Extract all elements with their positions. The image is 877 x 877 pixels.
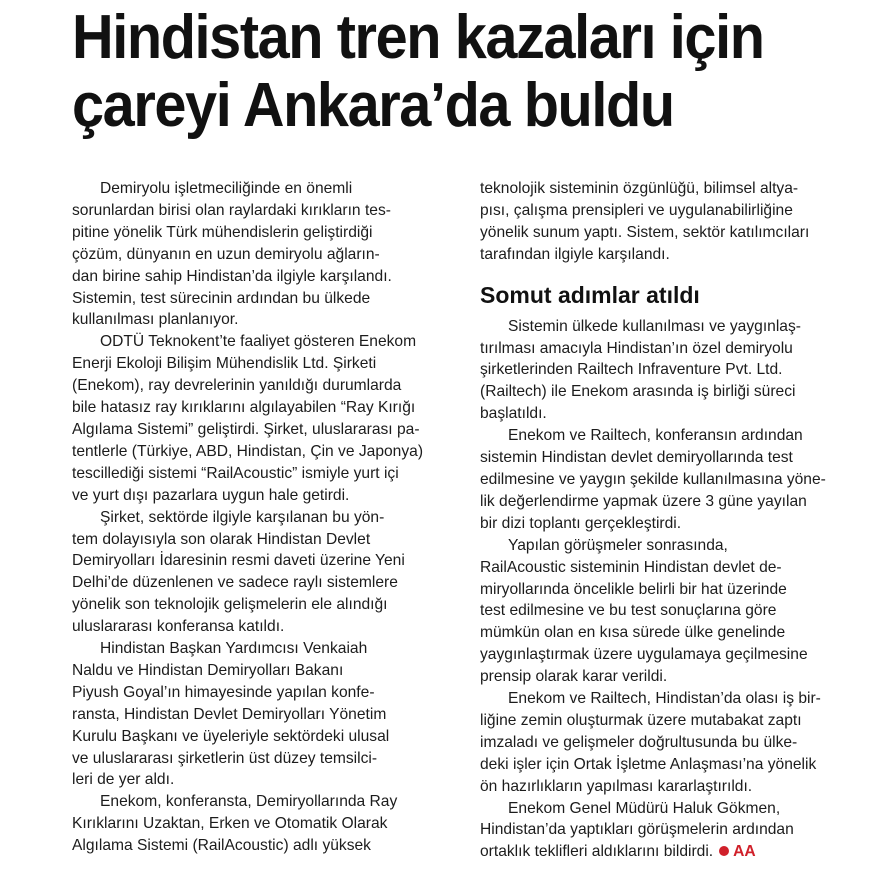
right-column <box>480 178 860 863</box>
paragraph: teknolojik sisteminin özgünlüğü, bilimsel altya- pısı, çalışma prensipleri ve uygulanabilirliğine yönelik sunum yaptı. Sistem, sektör katılımcıları tarafından ilgiyle karşılandı. <box>480 180 810 263</box>
left-column <box>72 178 464 857</box>
headline-line-2: çareyi Ankara’da buldu <box>72 71 674 140</box>
paragraph-final-text: Enekom Genel Müdürü Haluk Gökmen, Hindistan’da yaptıkları görüşmelerin ardından ortaklık teklifleri aldıklarını bildirdi. <box>480 799 794 861</box>
source-credit: AA <box>733 843 756 861</box>
paragraph: Enekom, konferansta, Demiryollarında Ray Kırıklarını Uzaktan, Erken ve Otomatik Olarak Algılama Sistemi (RailAcoustic) adlı yüksek <box>72 793 398 855</box>
paragraph: Şirket, sektörde ilgiyle karşılanan bu yön- tem dolayısıyla son olarak Hindistan Devlet Demiryolları İdaresinin resmi daveti üzerine Yeni Delhi’de düzenlenen ve sadece raylı sistemlere yönelik son teknolojik gelişmelerin ele alındığı uluslararası konferansa katıldı. <box>72 508 405 636</box>
paragraph: ODTÜ Teknokent’te faaliyet gösteren Enekom Enerji Ekoloji Bilişim Mühendislik Ltd. Şirketi (Enekom), ray devrelerinin yanıldığı durumlarda bile hatasız ray kırıklarını algılayabilen “Ray Kırığı Algılama Sistemi” geliştirdi. Şirket, uluslararası pa- tentlerle (Türkiye, ABD, Hindistan, Çin ve Japonya) tescillediği sistemi “RailAcoustic” ismiyle yurt içi ve yurt dışı pazarlara uygun hale getirdi. <box>72 333 424 504</box>
paragraph: Enekom ve Railtech, Hindistan’da olası iş bir- liğine zemin oluşturmak üzere mutabakat zaptı imzaladı ve gelişmeler doğrultusunda bu ülke- deki işler için Ortak İşletme Anlaşması’na yönelik ön hazırlıkların yapılması kararlaştırıldı. <box>480 690 821 795</box>
paragraph-final <box>480 798 860 864</box>
headline <box>72 4 816 140</box>
paragraph: Hindistan Başkan Yardımcısı Venkaiah Naldu ve Hindistan Demiryolları Bakanı Piyush Goyal’ın himayesinde yapılan konfe- ransta, Hindistan Devlet Demiryolları Yönetim Kurulu Başkanı ve üyeleriyle sektördeki ulusal ve uluslararası şirketlerin üst düzey temsilci- leri de yer aldı. <box>72 640 390 789</box>
subheading: Somut adımlar atıldı <box>480 281 700 308</box>
bullet-dot-icon <box>719 846 729 856</box>
headline-line-1: Hindistan tren kazaları için <box>72 3 764 72</box>
paragraph: Demiryolu işletmeciliğinde en önemli sorunlardan birisi olan raylardaki kırıkların tes- pitine yönelik Türk mühendislerin geliştirdiği çözüm, dünyanın en uzun demiryolu ağların- dan birine sahip Hindistan’da ilgiyle karşılandı. Sistemin, test sürecinin ardından bu ülkede kullanılması planlanıyor. <box>72 180 392 329</box>
paragraph: Yapılan görüşmeler sonrasında, RailAcoustic sisteminin Hindistan devlet de- miryollarında öncelikle belirli bir hat üzerinde test edilmesine ve bu test sonuçlarına göre mümkün olan en kısa sürede ülke genelinde yaygınlaştırmak üzere uygulamaya geçilmesine prensip olarak karar verildi. <box>480 536 808 686</box>
paragraph: Enekom ve Railtech, konferansın ardından sistemin Hindistan devlet demiryollarında test edilmesine ve yaygın şekilde kullanılmasına yöne- lik değerlendirme yapmak üzere 3 güne yayılan bir dizi toplantı gerçekleştirdi. <box>480 427 826 532</box>
paragraph: Sistemin ülkede kullanılması ve yaygınlaş- tırılması amacıyla Hindistan’ın özel demiryolu şirketlerinden Railtech Infraventure Pvt. Ltd. (Railtech) ile Enekom arasında iş birliği süreci başlatıldı. <box>480 317 801 423</box>
